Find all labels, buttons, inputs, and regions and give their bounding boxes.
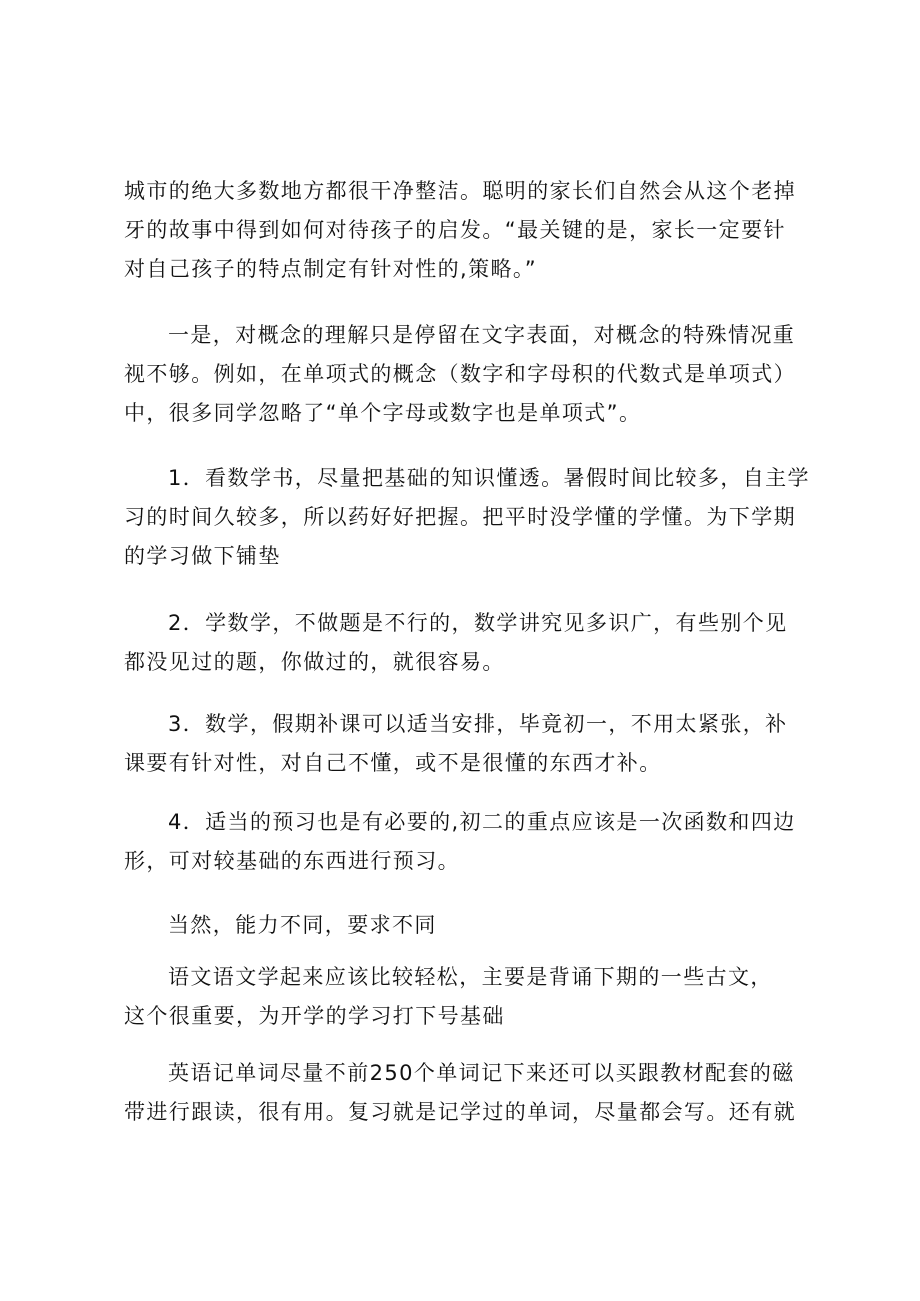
numbered-item-4: 4．适当的预习也是有必要的,初二的重点应该是一次函数和四边 xyxy=(168,810,796,834)
paragraph-line: 这个很重要，为开学的学习打下号基础 xyxy=(124,1004,505,1028)
paragraph-5 xyxy=(124,705,824,783)
numbered-item-3: 3．数学，假期补课可以适当安排，毕竟初一，不用太紧张，补 xyxy=(168,712,788,736)
paragraph-line: 都没见过的题，你做过的，就很容易。 xyxy=(124,650,505,674)
paragraph-4 xyxy=(124,604,824,682)
paragraph-line: 牙的故事中得到如何对待孩子的启发。“最关键的是，家长一定要针 xyxy=(124,218,786,242)
paragraph-line: 中，很多同学忽略了“单个字母或数字也是单项式”。 xyxy=(124,401,642,425)
paragraph-line: 一是，对概念的理解只是停留在文字表面，对概念的特殊情况重 xyxy=(168,323,796,347)
paragraph-line: 视不够。例如，在单项式的概念（数字和字母积的代数式是单项式） xyxy=(124,362,796,386)
paragraph-8 xyxy=(124,958,824,1036)
numbered-item-2: 2．学数学，不做题是不行的，数学讲究见多识广，有些别个见 xyxy=(168,611,788,635)
paragraph-6 xyxy=(124,803,824,881)
paragraph-line: 习的时间久较多，所以药好好把握。把平时没学懂的学懂。为下学期 xyxy=(124,505,796,529)
paragraph-line: 对自己孩子的特点制定有针对性的,策略。” xyxy=(124,257,538,281)
paragraph-line: 当然，能力不同，要求不同 xyxy=(168,913,437,937)
paragraph-line: 形，可对较基础的东西进行预习。 xyxy=(124,849,460,873)
paragraph-2 xyxy=(124,316,824,433)
paragraph-line: 的学习做下铺垫 xyxy=(124,544,281,568)
paragraph-line: 带进行跟读，很有用。复习就是记学过的单词，尽量都会写。还有就 xyxy=(124,1100,796,1124)
paragraph-line: 课要有针对性，对自己不懂，或不是很懂的东西才补。 xyxy=(124,751,662,775)
paragraph-line: 语文语文学起来应该比较轻松，主要是背诵下期的一些古文， xyxy=(168,965,773,989)
paragraph-7 xyxy=(124,906,824,945)
paragraph-9 xyxy=(124,1054,824,1132)
paragraph-line: 英语记单词尽量不前250个单词记下来还可以买跟教材配套的磁 xyxy=(168,1061,795,1085)
paragraph-3 xyxy=(124,459,824,576)
numbered-item-1: 1．看数学书，尽量把基础的知识懂透。暑假时间比较多，自主学 xyxy=(168,466,810,490)
paragraph-1 xyxy=(124,172,824,289)
paragraph-line: 城市的绝大多数地方都很干净整洁。聪明的家长们自然会从这个老掉 xyxy=(124,179,796,203)
